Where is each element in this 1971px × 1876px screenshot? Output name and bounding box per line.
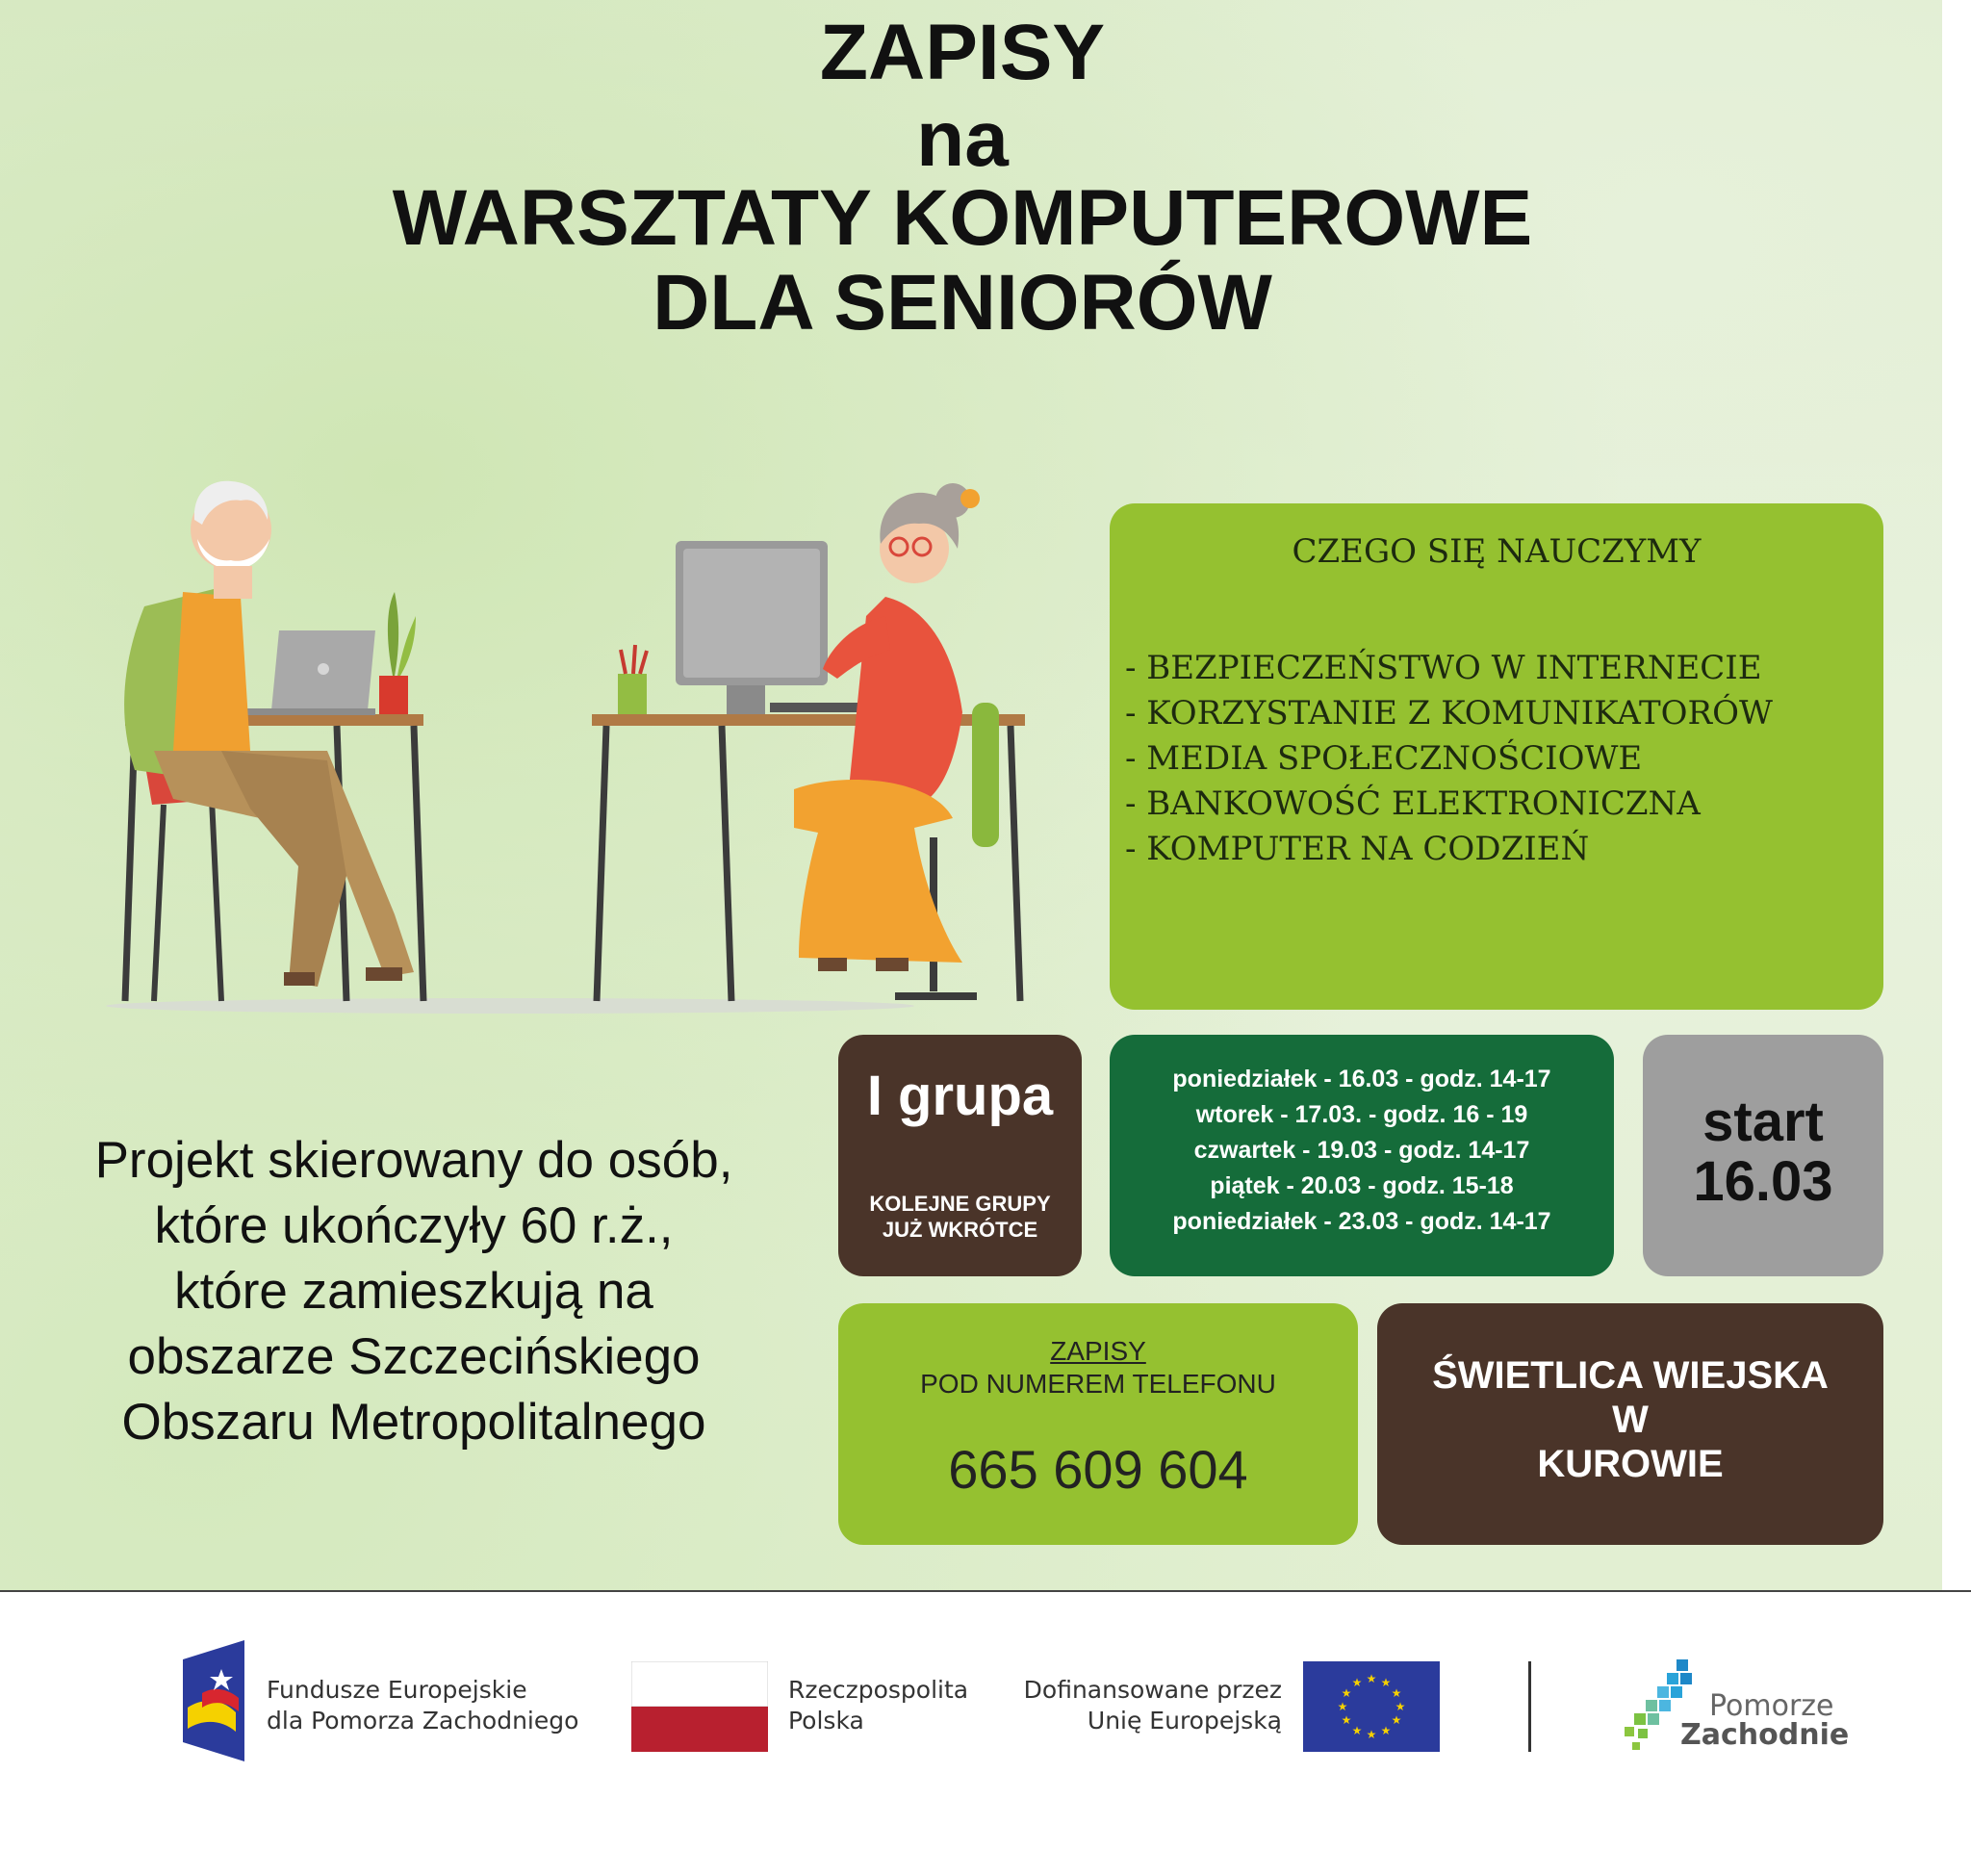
signup-title: ZAPISY — [1050, 1336, 1146, 1366]
project-line: Projekt skierowany do osób, — [94, 1132, 733, 1189]
start-date: 16.03 — [1693, 1150, 1833, 1213]
venue-text — [1377, 1353, 1883, 1486]
venue-line: ŚWIETLICA WIEJSKA — [1432, 1354, 1829, 1397]
learn-topic-item: - BANKOWOŚĆ ELEKTRONICZNA — [1125, 784, 1701, 823]
start-date-box — [1643, 1035, 1883, 1276]
group-note-line: KOLEJNE GRUPY — [869, 1192, 1051, 1216]
svg-text:★: ★ — [1337, 1700, 1348, 1713]
learn-topics-box — [1110, 503, 1883, 1010]
svg-text:★: ★ — [1395, 1700, 1406, 1713]
logo-text-line: Fundusze Europejskie — [267, 1676, 527, 1704]
footer-logos — [0, 1590, 1971, 1876]
schedule-box — [1110, 1035, 1614, 1276]
rzeczpospolita-label — [788, 1675, 968, 1736]
group-note — [838, 1191, 1082, 1243]
fundusze-europejskie-icon — [183, 1640, 250, 1761]
signup-phone-number: 665 609 604 — [948, 1439, 1248, 1500]
svg-text:★: ★ — [1380, 1676, 1392, 1689]
project-line: Obszaru Metropolitalnego — [121, 1394, 706, 1451]
schedule-item: piątek - 20.03 - godz. 15-18 — [1210, 1172, 1514, 1199]
venue-line: KUROWIE — [1537, 1443, 1724, 1485]
title-warsztaty: WARSZTATY KOMPUTEROWE — [392, 174, 1533, 262]
logo-text-line: Dofinansowane przez — [1023, 1676, 1282, 1704]
svg-text:★: ★ — [1351, 1724, 1363, 1737]
logo-text-line: Rzeczpospolita — [788, 1676, 969, 1704]
eu-cofunding-label — [991, 1675, 1282, 1736]
project-description — [19, 1128, 808, 1455]
learn-topics-list — [1125, 646, 1773, 872]
poster-right-edge — [1942, 0, 1971, 1590]
logo-text-line: Unię Europejską — [1087, 1707, 1282, 1735]
polish-flag-icon — [631, 1661, 768, 1752]
venue-line: W — [1612, 1399, 1649, 1441]
learn-topic-item: - BEZPIECZEŃSTWO W INTERNECIE — [1125, 649, 1762, 687]
svg-text:★: ★ — [1366, 1728, 1377, 1741]
venue-box — [1377, 1303, 1883, 1545]
group-title: I grupa — [866, 1065, 1054, 1127]
zachodnie-label: Zachodnie — [1680, 1718, 1850, 1752]
title-zapisy: ZAPISY — [819, 9, 1106, 96]
project-line: które ukończyły 60 r.ż., — [154, 1197, 674, 1254]
schedule-item: wtorek - 17.03. - godz. 16 - 19 — [1195, 1101, 1528, 1128]
svg-text:★: ★ — [1391, 1713, 1402, 1727]
eu-flag-icon — [1303, 1661, 1440, 1752]
signup-subtitle: POD NUMEREM TELEFONU — [920, 1369, 1276, 1399]
project-line: które zamieszkują na — [174, 1263, 653, 1320]
signup-box — [838, 1303, 1358, 1545]
schedule-item: poniedziałek - 23.03 - godz. 14-17 — [1172, 1208, 1551, 1235]
project-line: obszarze Szczecińskiego — [127, 1328, 701, 1385]
svg-text:★: ★ — [1391, 1686, 1402, 1700]
schedule-list — [1110, 1062, 1614, 1240]
logo-divider — [1528, 1661, 1531, 1752]
schedule-item: poniedziałek - 16.03 - godz. 14-17 — [1172, 1066, 1551, 1092]
learn-topic-item: - KOMPUTER NA CODZIEŃ — [1125, 830, 1590, 868]
group-note-line: JUŻ WKRÓTCE — [882, 1218, 1038, 1242]
seniors-at-computers-illustration — [106, 462, 1059, 1020]
start-label: start — [1702, 1091, 1824, 1153]
logo-text-line: dla Pomorza Zachodniego — [267, 1707, 579, 1735]
svg-text:★: ★ — [1366, 1672, 1377, 1685]
svg-text:★: ★ — [1341, 1713, 1352, 1727]
learn-topic-item: - KORZYSTANIE Z KOMUNIKATORÓW — [1125, 694, 1773, 732]
group-box — [838, 1035, 1082, 1276]
pomorze-label: Pomorze — [1709, 1689, 1834, 1723]
learn-topics-title: CZEGO SIĘ NAUCZYMY — [1292, 532, 1702, 571]
logo-text-line: Polska — [788, 1707, 864, 1735]
svg-text:★: ★ — [1351, 1676, 1363, 1689]
learn-topic-item: - MEDIA SPOŁECZNOŚCIOWE — [1125, 739, 1643, 778]
svg-text:★: ★ — [1380, 1724, 1392, 1737]
schedule-item: czwartek - 19.03 - godz. 14-17 — [1193, 1137, 1530, 1164]
title-na: na — [916, 95, 1009, 183]
fundusze-europejskie-label — [267, 1675, 578, 1736]
svg-text:★: ★ — [1341, 1686, 1352, 1700]
title-dla-seniorow: DLA SENIORÓW — [653, 259, 1272, 347]
